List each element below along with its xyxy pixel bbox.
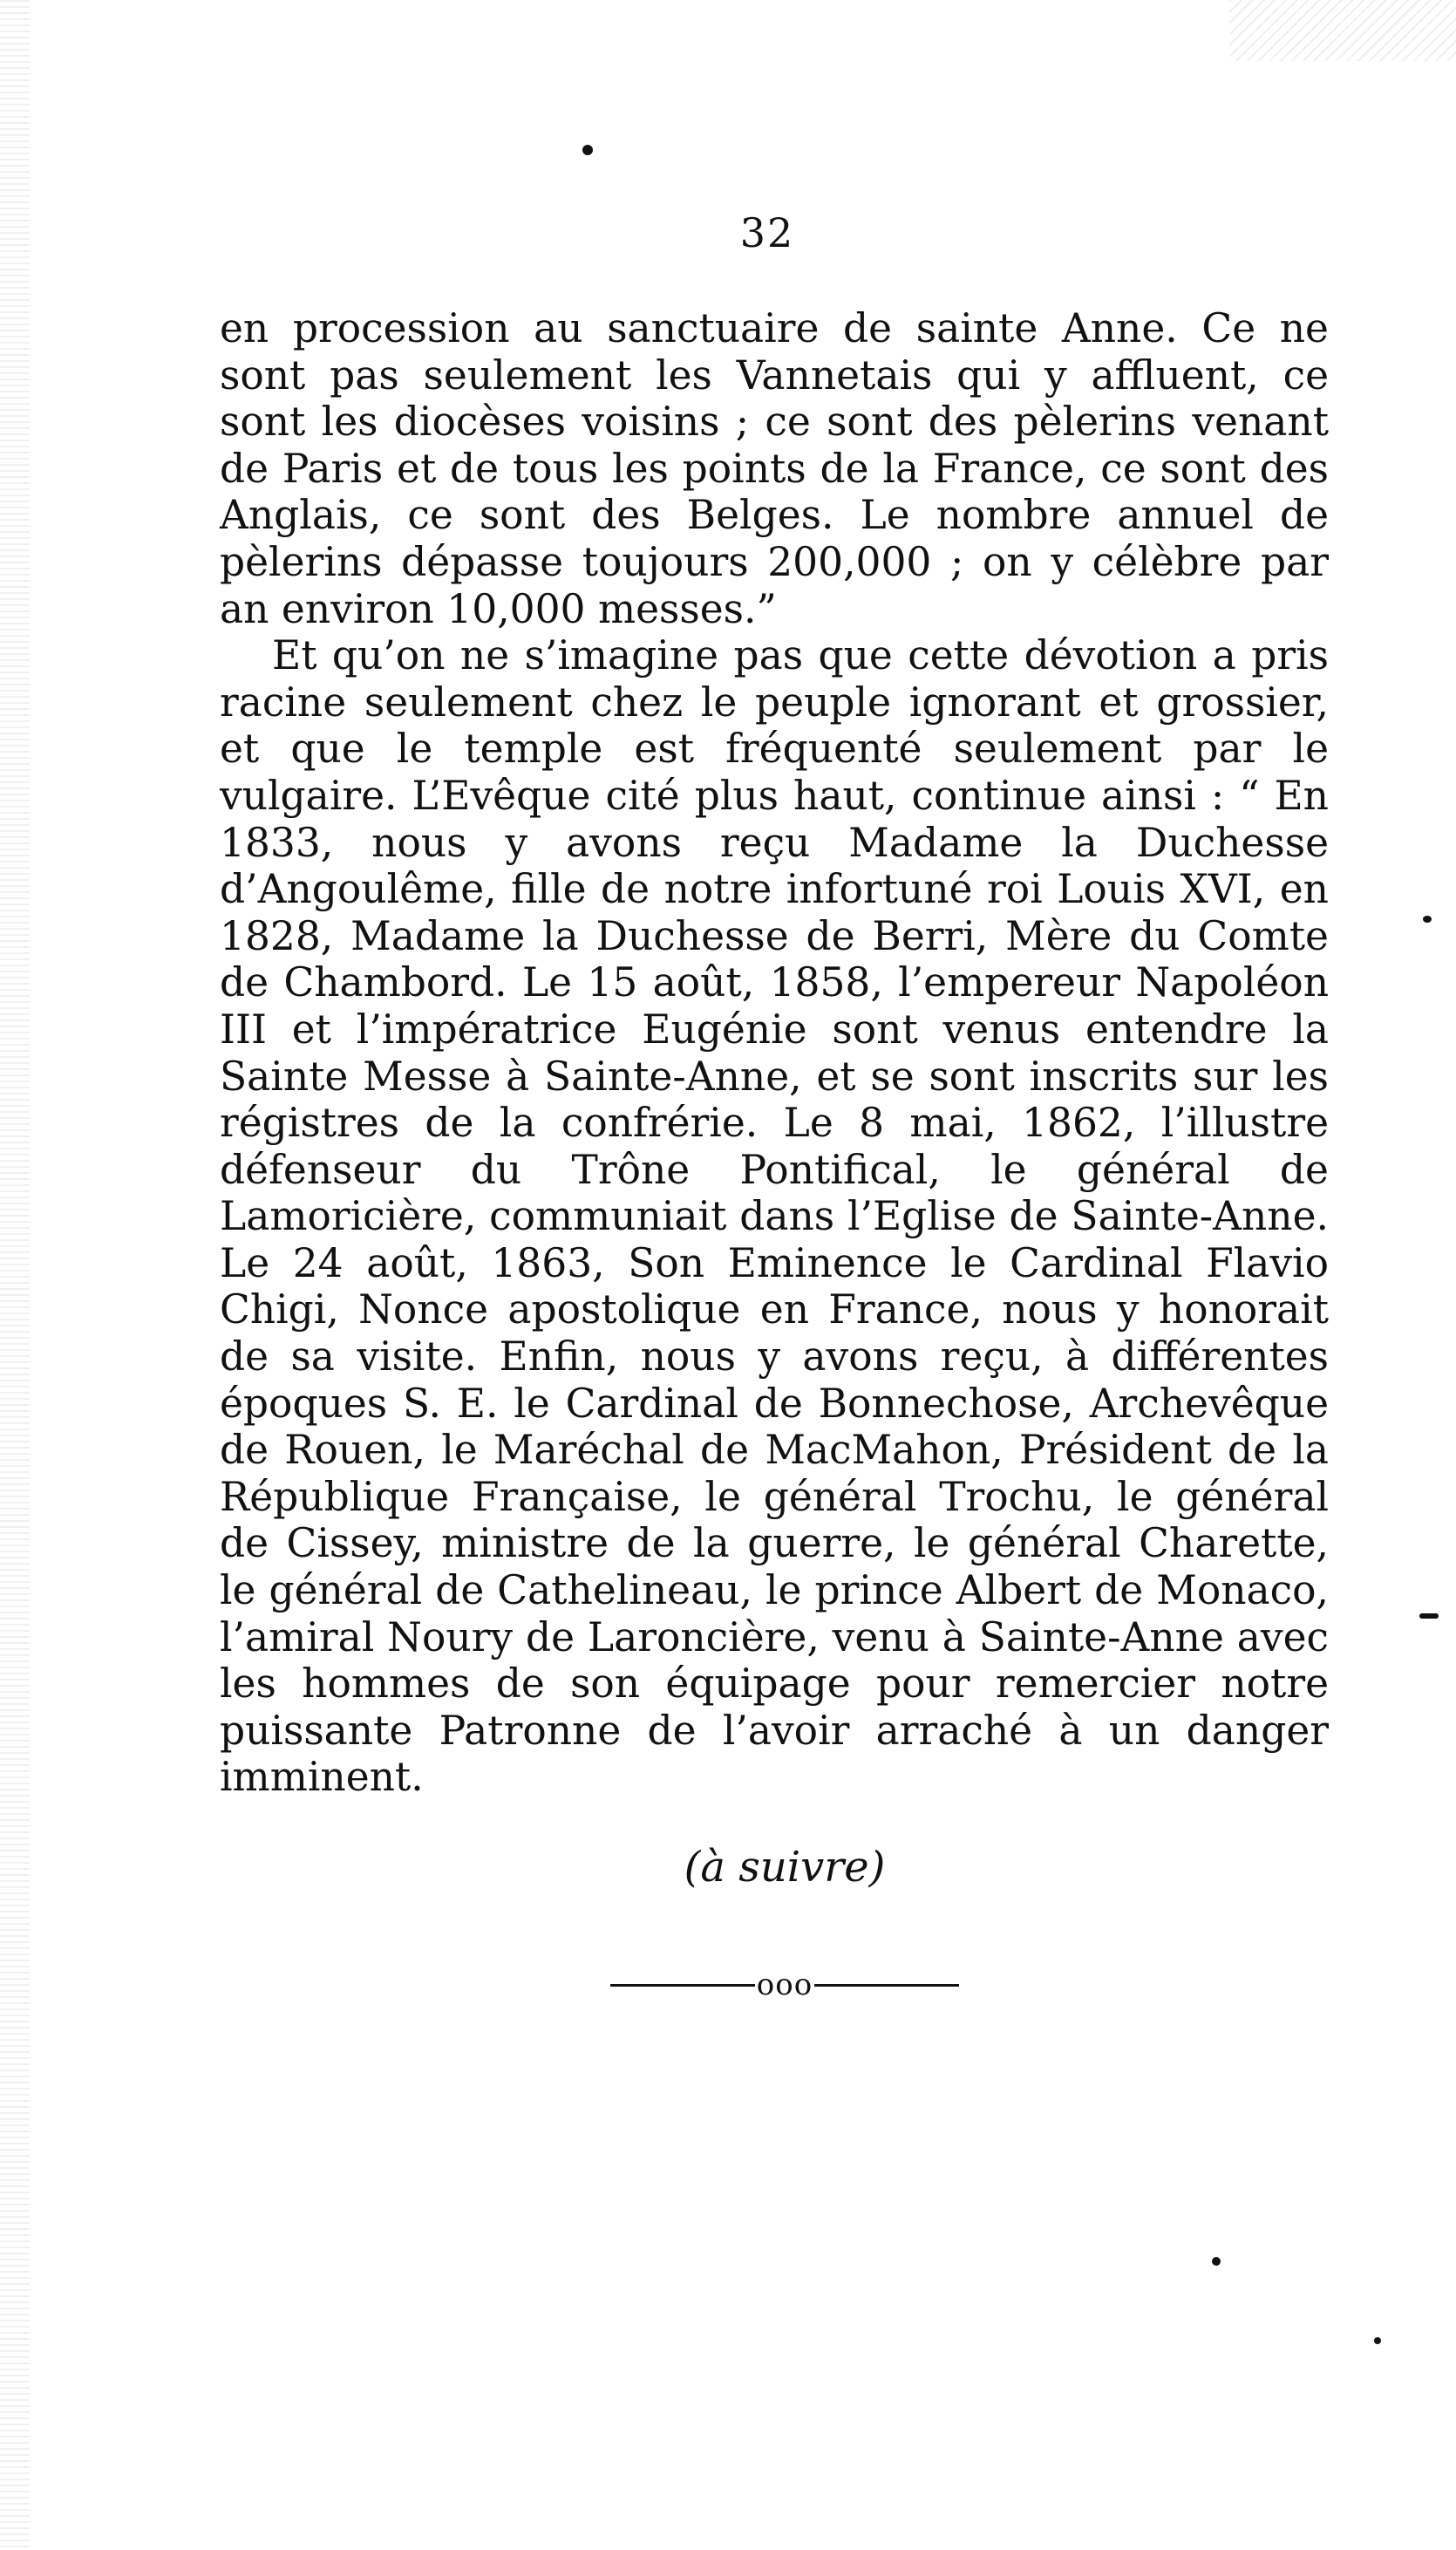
ink-speck — [1419, 1613, 1439, 1619]
scan-edge-top-right — [1229, 0, 1456, 61]
section-ornament — [610, 1967, 959, 2002]
paragraph: en procession au sanctuaire de sainte Anne. Ce ne sont pas seulement les Vannetais qui y affluent, ce sont les diocèses voisins ; ce sont des pèlerins venant de Paris et de tous les points de la France, ce sont des Anglais, ce sont des Belges. Le nombre annuel de pèlerins dépasse toujours 200,000 ; on y célèbre par an environ 10,000 messes.” — [220, 305, 1329, 632]
ornament-mark: ooo — [756, 1967, 813, 2002]
scan-edge-left — [0, 0, 30, 2550]
ink-speck — [1423, 916, 1432, 923]
ornament-rule-left — [610, 1984, 755, 1987]
paragraph: Et qu’on ne s’imagine pas que cette dévotion a pris racine seulement chez le peuple ignorant et grossier, et que le temple est fréquenté seulement par le vulgaire. L’Evêque cité plus haut, continue ainsi : “ En 1833, nous y avons reçu Madame la Duchesse d’Angoulême, fille de notre infortuné roi Louis XVI, en 1828, Madame la Duchesse de Berri, Mère du Comte de Chambord. Le 15 août, 1858, l’empereur Napoléon III et l’impératrice Eugénie sont venus entendre la Sainte Messe à Sainte-Anne, et se sont inscrits sur les régistres de la confrérie. Le 8 mai, 1862, l’illustre défenseur du Trône Pontifical, le général de Lamoricière, communiait dans l’Eglise de Sainte-Anne. Le 24 août, 1863, Son Eminence le Cardinal Flavio Chigi, Nonce apostolique en France, nous y honorait de sa visite. Enfin, nous y avons reçu, à différentes époques S. E. le Cardinal de Bonnechose, Archevêque de Rouen, le Maréchal de MacMahon, Président de la République Française, le général Trochu, le général de Cissey, ministre de la guerre, le général Charette, le général de Cathelineau, le prince Albert de Monaco, l’amiral Noury de Laroncière, venu à Sainte-Anne avec les hommes de son équipage pour remercier notre puissante Patronne de l’avoir arraché à un danger imminent. — [220, 632, 1329, 1801]
page-number: 32 — [739, 209, 795, 256]
ink-speck — [1212, 2257, 1221, 2266]
ink-speck — [582, 145, 593, 155]
ornament-rule-right — [814, 1984, 959, 1987]
ink-speck — [1374, 2337, 1381, 2344]
body-text — [220, 305, 1329, 1801]
continued-note: (à suivre) — [684, 1843, 886, 1892]
